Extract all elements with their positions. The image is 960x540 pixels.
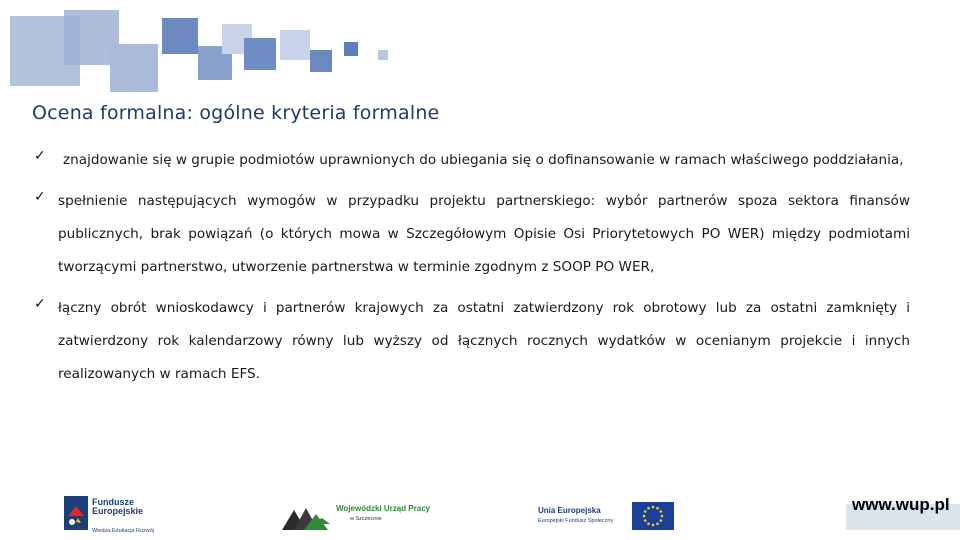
criteria-list xyxy=(34,146,910,401)
fe-line1: Fundusze xyxy=(92,497,134,507)
deco-square xyxy=(162,18,198,54)
checkmark-icon: ✓ xyxy=(34,296,46,312)
deco-square xyxy=(244,38,276,70)
slide-title: Ocena formalna: ogólne kryteria formalne xyxy=(32,102,440,124)
list-item xyxy=(34,185,910,284)
deco-square xyxy=(378,50,388,60)
fe-star-icon xyxy=(64,496,88,530)
eu-logo xyxy=(538,500,678,532)
fe-name xyxy=(92,498,143,516)
fundusze-europejskie-logo xyxy=(64,494,184,534)
list-item-text: łączny obrót wnioskodawcy i partnerów krajowych za ostatni zatwierdzony rok obrotowy lub za ostatni zamknięty i zatwierdzony rok kalendarzowy równy lub wyższy od łącznych rocznych wydatków w ocenianym projekcie i innych realizowanych w ramach EFS. xyxy=(58,300,910,382)
website-link[interactable]: www.wup.pl xyxy=(852,495,950,514)
eu-subtitle: Europejski Fundusz Społeczny xyxy=(538,518,614,524)
fe-subtitle: Wiedza Edukacja Rozwój xyxy=(92,528,155,534)
eu-title: Unia Europejska xyxy=(538,506,601,515)
fe-line2: Europejskie xyxy=(92,506,144,516)
list-item-text: znajdowanie się w grupie podmiotów uprawnionych do ubiegania się o dofinansowanie w ramach właściwego poddziałania, xyxy=(63,152,904,168)
checkmark-icon: ✓ xyxy=(34,189,46,205)
deco-square xyxy=(310,50,332,72)
list-item xyxy=(34,144,910,177)
deco-square xyxy=(344,42,358,56)
deco-square xyxy=(280,30,310,60)
list-item-text: spełnienie następujących wymogów w przypadku projektu partnerskiego: wybór partnerów spoza sektora finansów publicznych, brak powiązań (o których mowa w Szczegółowym Opisie Osi Priorytetowych PO WER) między podmiotami tworzącymi partnerstwo, utworzenie partnerstwa w terminie zgodnym z SOOP PO WER, xyxy=(58,193,910,275)
deco-square xyxy=(110,44,158,92)
wup-logo xyxy=(280,500,440,532)
list-item xyxy=(34,292,910,391)
wup-subtitle: w Szczecinie xyxy=(350,516,382,522)
eu-flag-icon xyxy=(632,502,674,530)
footer-logos xyxy=(0,488,960,540)
checkmark-icon: ✓ xyxy=(34,148,46,164)
wup-emblem-icon xyxy=(280,502,332,532)
wup-title: Wojewódzki Urząd Pracy xyxy=(336,504,431,513)
